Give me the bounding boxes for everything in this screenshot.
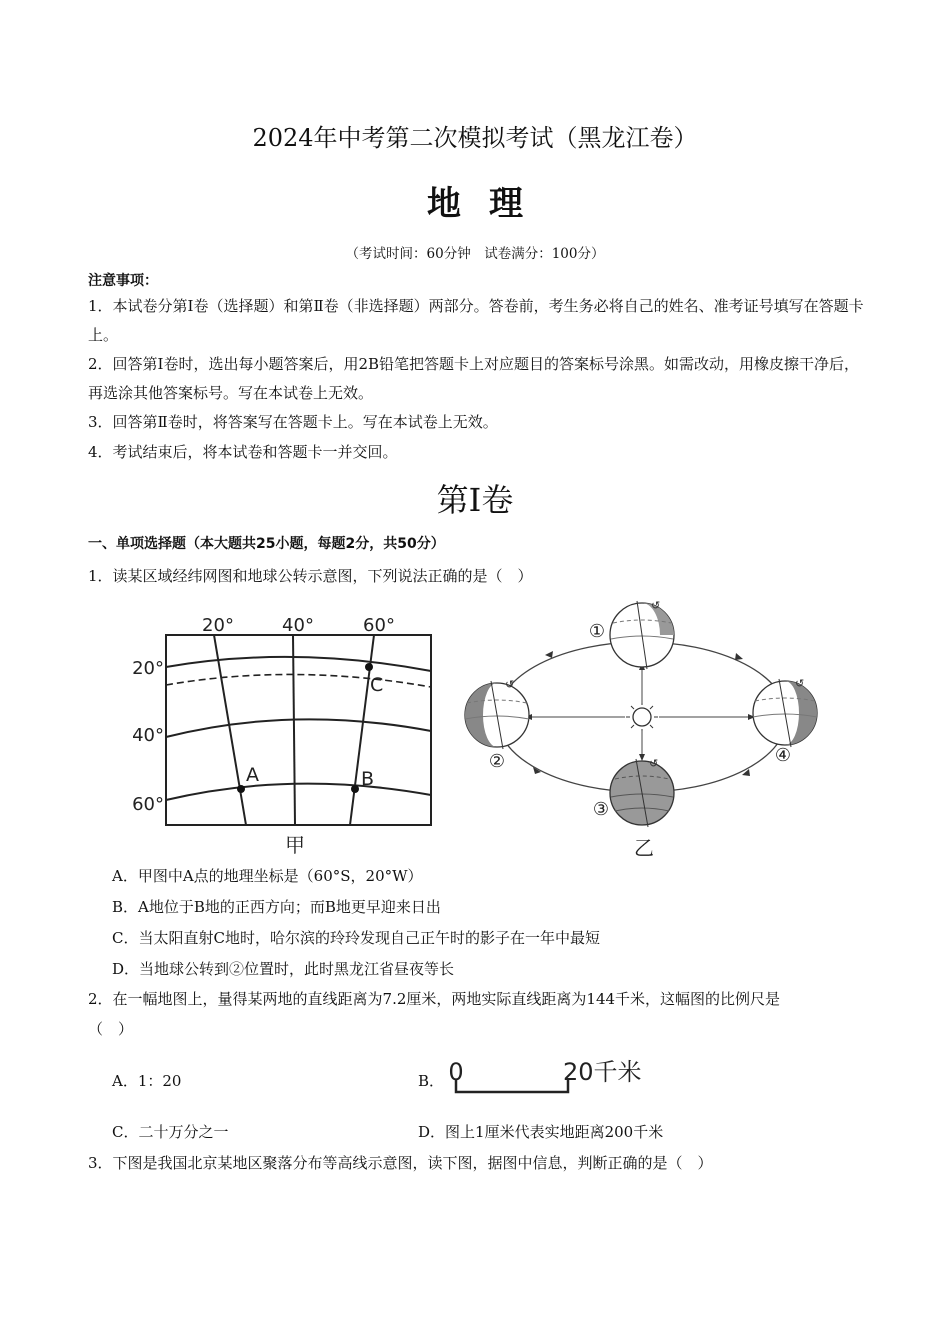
subject-title: 地理 — [427, 184, 551, 224]
parallel-line — [166, 657, 431, 671]
question-1-option-a: A．甲图中A点的地理坐标是（60°S，20°W） — [112, 867, 423, 885]
lon-label: 40° — [282, 615, 314, 636]
svg-text:↺: ↺ — [795, 677, 805, 690]
lat-label: 40° — [132, 725, 164, 746]
figure-jia-caption: 甲 — [285, 833, 305, 857]
parallel-line — [166, 719, 431, 737]
earth-globe-4 — [753, 677, 817, 747]
point-c-dot — [365, 663, 373, 671]
scale-bar-figure — [443, 1052, 658, 1098]
note-item: 1．本试卷分第Ⅰ卷（选择题）和第Ⅱ卷（非选择题）两部分。答卷前，考生务必将自己的姓名、准考证号填写在答题卡上。 — [88, 297, 864, 344]
position-label: ③ — [592, 799, 610, 820]
position-label: ④ — [774, 745, 792, 766]
question-2-option-d: D．图上1厘米代表实地距离200千米 — [418, 1123, 664, 1141]
lon-label: 60° — [363, 615, 395, 636]
scale-bar-line — [456, 1080, 568, 1092]
section-title: 第Ⅰ卷 — [436, 481, 514, 519]
lat-label: 60° — [132, 794, 164, 815]
meridian-line — [293, 635, 295, 825]
revolution-figure — [455, 595, 835, 865]
question-2-option-b-label: B． — [418, 1072, 445, 1090]
orbit-arrow — [735, 653, 743, 660]
point-b-label: B — [361, 768, 375, 790]
question-1-option-b: B．A地位于B地的正西方向；而B地更早迎来日出 — [112, 898, 441, 916]
ray-arrow — [639, 754, 645, 761]
note-item: 4．考试结束后，将本试卷和答题卡一并交回。 — [88, 443, 398, 461]
question-1-option-d: D．当地球公转到②位置时，此时黑龙江省昼夜等长 — [112, 960, 455, 978]
earth-globe-2 — [465, 678, 529, 749]
graticule-figure — [128, 605, 448, 865]
meridian-line — [214, 635, 246, 825]
point-a-label: A — [246, 764, 259, 786]
exam-title: 2024年中考第二次模拟考试（黑龙江卷） — [252, 124, 698, 152]
note-item: 2．回答第Ⅰ卷时，选出每小题答案后，用2B铅笔把答题卡上对应题目的答案标号涂黑。如需改动，用橡皮擦干净后，再选涂其他答案标号。写在本试卷上无效。 — [88, 355, 860, 402]
svg-text:↺: ↺ — [505, 678, 515, 691]
sun-icon — [626, 701, 658, 733]
earth-globe-1 — [610, 599, 674, 669]
parallel-line — [166, 784, 431, 800]
tropic-dashed-line — [166, 674, 431, 687]
orbit-arrow — [545, 651, 553, 658]
svg-text:↺: ↺ — [651, 599, 661, 612]
question-3-stem: 3．下图是我国北京某地区聚落分布等高线示意图，读下图，据图中信息，判断正确的是（ ） — [88, 1154, 713, 1172]
point-a-dot — [237, 785, 245, 793]
lat-label: 20° — [132, 658, 164, 679]
point-b-dot — [351, 785, 359, 793]
svg-text:↺: ↺ — [649, 757, 659, 770]
scale-end-label: 20千米 — [563, 1058, 642, 1086]
position-label: ① — [588, 621, 606, 642]
figure-yi-caption: 乙 — [634, 836, 654, 860]
question-1-option-c: C．当太阳直射C地时，哈尔滨的玲玲发现自己正午时的影子在一年中最短 — [112, 929, 600, 947]
earth-globe-3 — [610, 757, 674, 827]
question-2-option-c: C．二十万分之一 — [112, 1123, 229, 1141]
scale-zero-label: 0 — [448, 1058, 464, 1086]
part-one-heading: 一、单项选择题（本大题共25小题，每题2分，共50分） — [88, 536, 445, 552]
question-2-option-a: A．1：20 — [112, 1072, 182, 1090]
exam-info: （考试时间：60分钟 试卷满分：100分） — [345, 246, 605, 262]
lon-label: 20° — [202, 615, 234, 636]
question-2-stem-continued: （ ） — [88, 1020, 134, 1038]
position-label: ② — [488, 751, 506, 772]
question-1-stem: 1．读某区域经纬网图和地球公转示意图，下列说法正确的是（ ） — [88, 567, 533, 585]
note-item: 3．回答第Ⅱ卷时，将答案写在答题卡上。写在本试卷上无效。 — [88, 413, 498, 431]
notes-heading: 注意事项： — [88, 273, 158, 289]
point-c-label: C — [370, 674, 384, 696]
question-2-stem: 2．在一幅地图上，量得某两地的直线距离为7.2厘米，两地实际直线距离为144千米，这幅图的比例尺是 — [88, 990, 781, 1008]
